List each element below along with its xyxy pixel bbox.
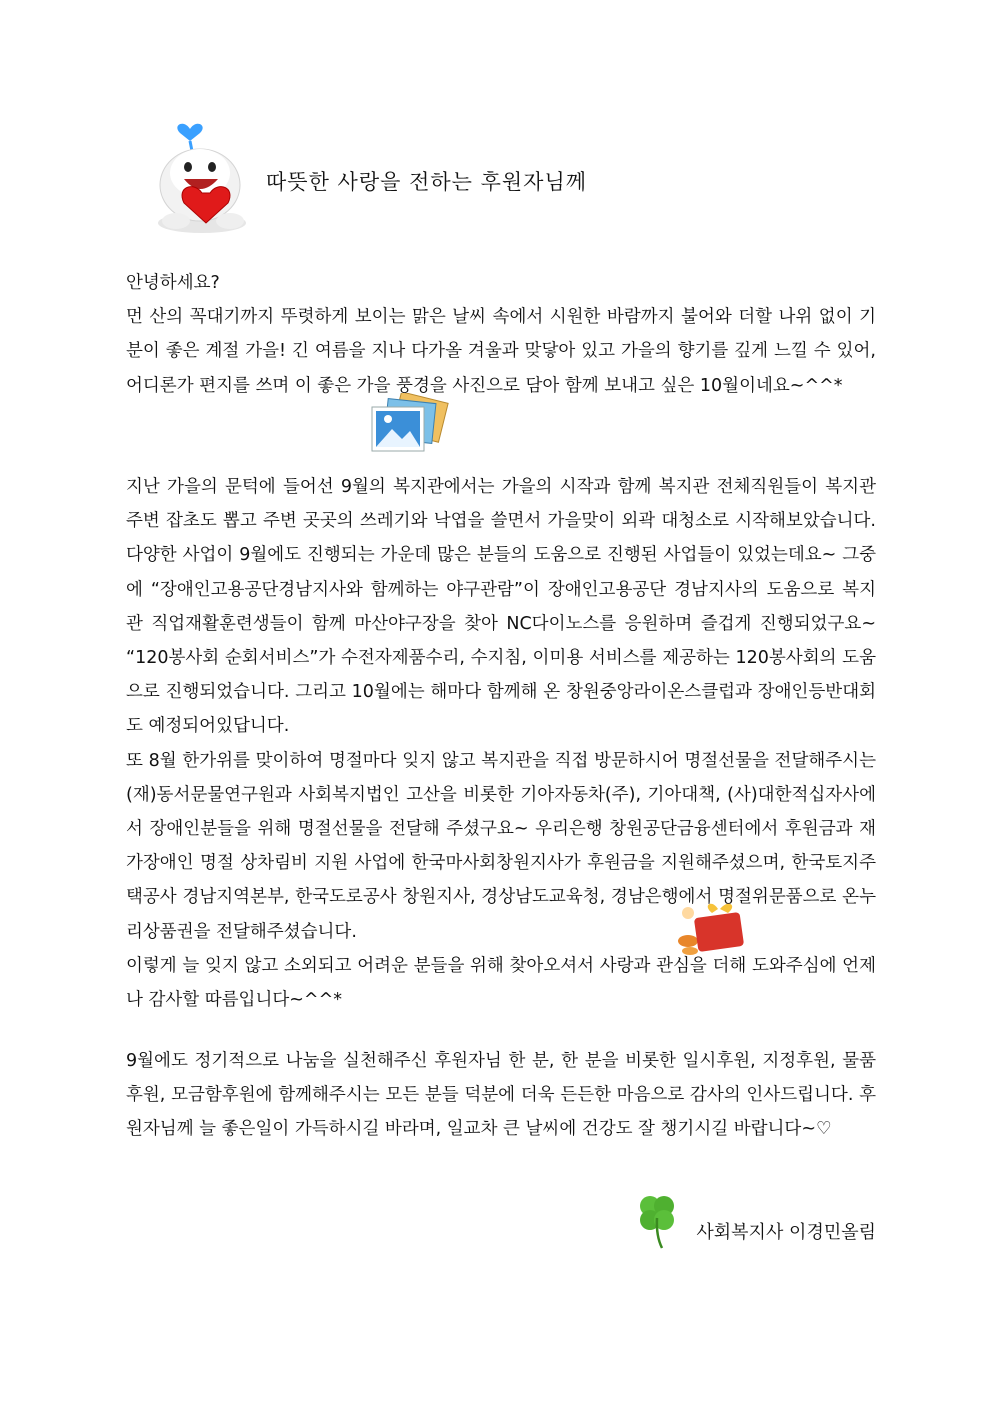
- mascot-heart-icon: [150, 115, 260, 240]
- paragraph-thanks: 이렇게 늘 잊지 않고 소외되고 어려운 분들을 위해 찾아오셔서 사랑과 관심을 더해 도와주심에 언제나 감사할 따름입니다~^^*: [126, 955, 876, 1011]
- paragraph-closing: 9월에도 정기적으로 나눔을 실천해주신 후원자님 한 분, 한 분을 비롯한 일시후원, 지정후원, 물품후원, 모금함후원에 함께해주시는 모든 분들 덕분에 더욱 든든한 마음으로 감사의 인사드립니다. 후원자님께 늘 좋은일이 가득하시길 바라며, 일교차 큰 날씨에 건강도 잘 챙기시길 바랍니다~♡: [126, 1051, 876, 1140]
- paragraph-september-news: 지난 가을의 문턱에 들어선 9월의 복지관에서는 가을의 시작과 함께 복지관 전체직원들이 복지관 주변 잡초도 뽑고 주변 곳곳의 쓰레기와 낙엽을 쓸면서 가을맞이 외곽 대청소로 시작해보았습니다. 다양한 사업이 9월에도 진행되는 가운데 많은 분들의 도움으로 진행된 사업들이 있었는데요~ 그중에 “장애인고용공단경남지사와 함께하는 야구관람”이 장애인고용공단 경남지사의 도움으로 복지관 직업재활훈련생들이 함께 마산야구장을 찾아 NC다이노스를 응원하며 즐겁게 진행되었구요~ “120봉사회 순회서비스”가 수전자제품수리, 수지침, 이미용 서비스를 제공하는 120봉사회의 도움으로 진행되었습니다. 그리고 10월에는 해마다 함께해 온 창원중앙라이온스클럽과 장애인등반대회도 예정되어있답니다.: [126, 477, 876, 737]
- greeting: 안녕하세요?: [126, 273, 220, 293]
- signature: 사회복지사 이경민올림: [696, 1222, 876, 1243]
- gift-box-icon: [668, 897, 754, 957]
- paragraph-autumn: 먼 산의 꼭대기까지 뚜렷하게 보이는 맑은 날씨 속에서 시원한 바람까지 불어와 더할 나위 없이 기분이 좋은 계절 가을! 긴 여름을 지나 다가올 겨울과 맞닿아 있고 가을의 향기를 깊게 느낄 수 있어, 어디론가 편지를 쓰며 이 좋은 가을 풍경을 사진으로 담아 함께 보내고 싶은 10월이네요~^^*: [126, 307, 876, 396]
- photo-icon: [366, 393, 452, 463]
- letter-title: 따뜻한 사랑을 전하는 후원자님께: [266, 170, 588, 194]
- closing-section: [116, 1044, 876, 1147]
- intro-section: [116, 266, 876, 403]
- paragraph-holiday-donations: 또 8월 한가위를 맞이하여 명절마다 잊지 않고 복지관을 직접 방문하시어 명절선물을 전달해주시는 (재)동서문물연구원과 사회복지법인 고산을 비롯한 기아자동차(주), 기아대책, (사)대한적십자사에서 장애인분들을 위해 명절선물을 전달해 주셨구요~ 우리은행 창원공단금융센터에서 후원금과 재가장애인 명절 상차림비 지원 사업에 한국마사회창원지사가 후원금을 지원해주셨으며, 한국토지주택공사 경남지역본부, 한국도로공사 창원지사, 경상남도교육청, 경남은행에서 명절위문품으로 온누리상품권을 전달해주셨습니다.: [126, 750, 876, 942]
- clover-icon: [626, 1188, 688, 1252]
- news-section: [116, 470, 876, 1017]
